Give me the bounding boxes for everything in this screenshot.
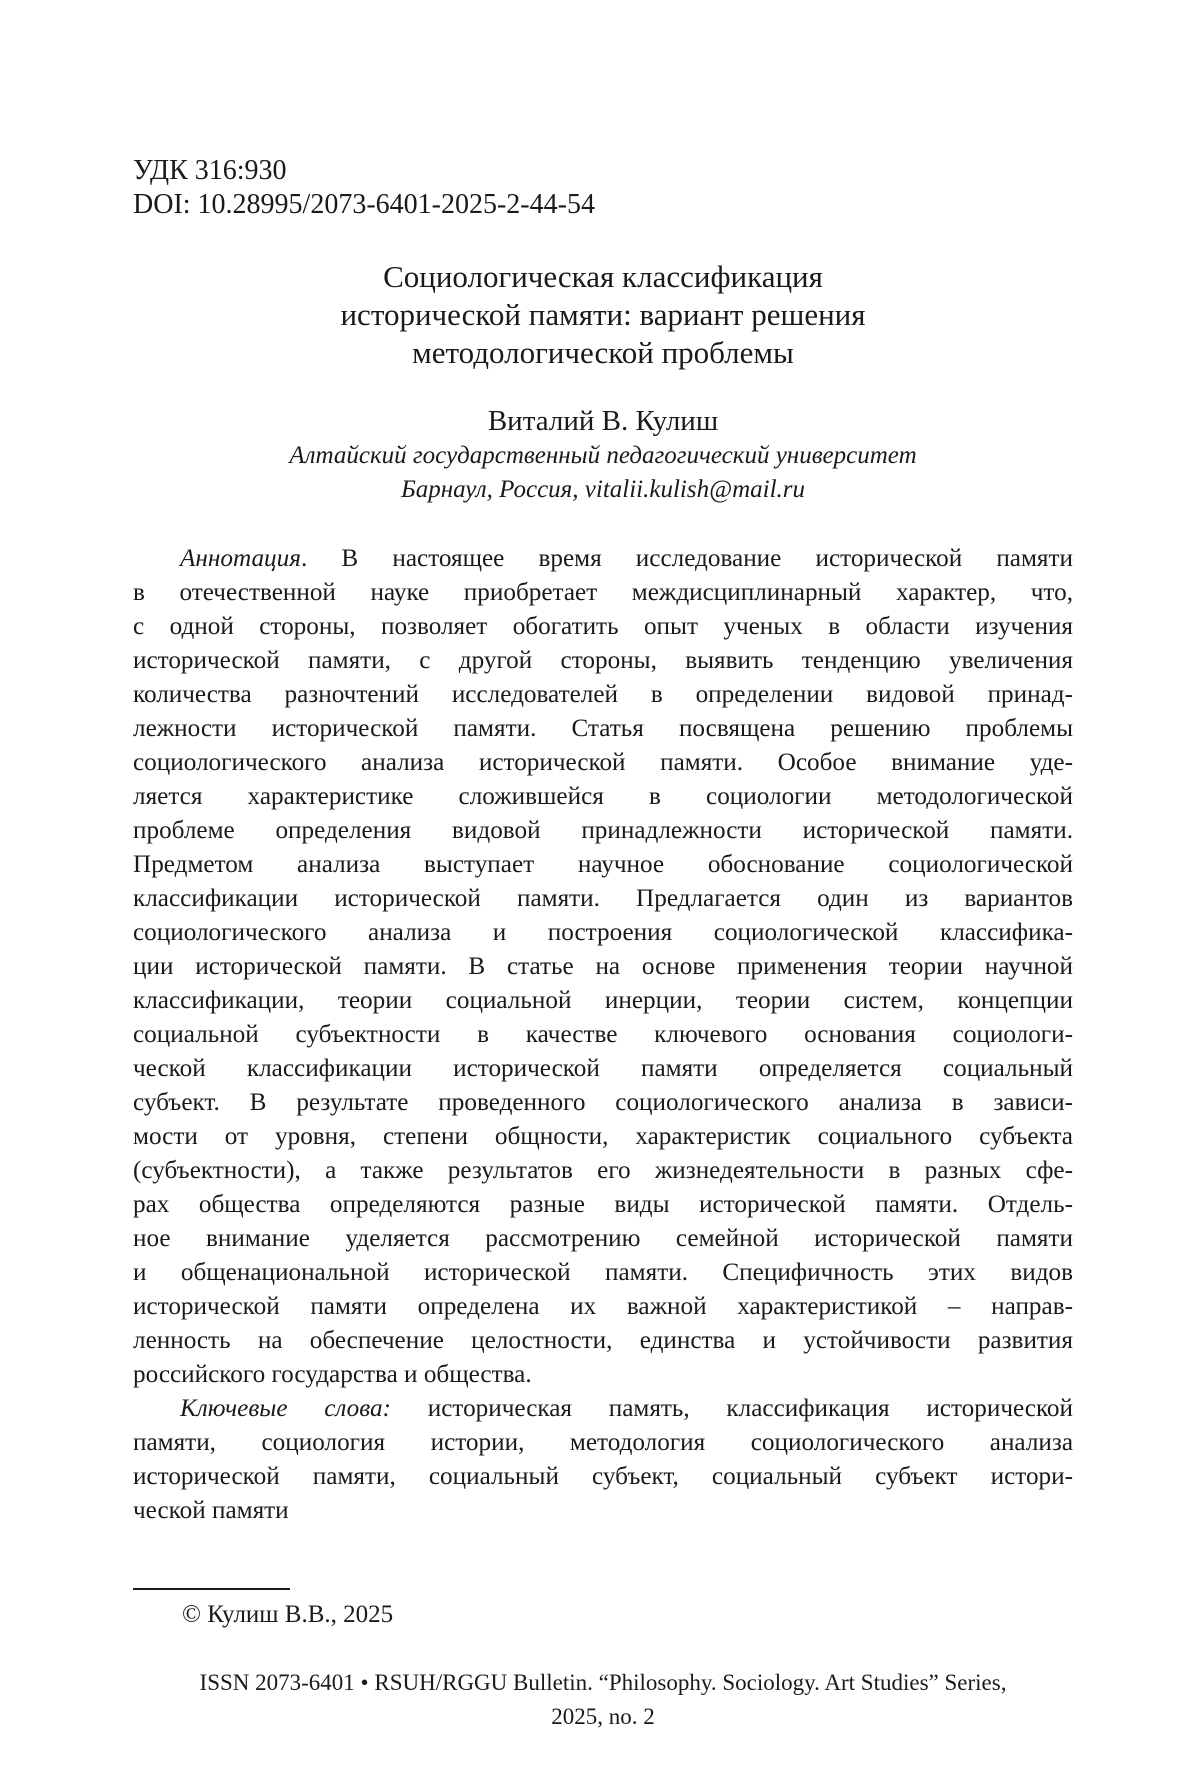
keywords-first-line xyxy=(133,1392,1073,1426)
text-line: исторической памяти определена их важной характеристикой – направ- xyxy=(133,1293,1073,1320)
article-metadata xyxy=(133,154,1073,222)
text-line: исторической памяти, с другой стороны, выявить тенденцию увеличения xyxy=(133,647,1073,674)
text-line: Предметом анализа выступает научное обоснование социологической xyxy=(133,851,1073,878)
footer-line: ISSN 2073-6401 • RSUH/RGGU Bulletin. “Philosophy. Sociology. Art Studies” Series, xyxy=(199,1670,1007,1695)
article-title xyxy=(133,258,1073,372)
text-line: классификации исторической памяти. Предлагается один из вариантов xyxy=(133,885,1073,912)
author-affiliation-block xyxy=(133,439,1073,507)
text-line: (субъектности), а также результатов его жизнедеятельности в разных сфе- xyxy=(133,1157,1073,1184)
location-email: Барнаул, Россия, vitalii.kulish@mail.ru xyxy=(400,476,806,503)
text-line: ческой классификации исторической памяти определяется социальный xyxy=(133,1055,1073,1082)
text-line: ленность на обеспечение целостности, единства и устойчивости развития xyxy=(133,1327,1073,1354)
abstract-label: Аннотация xyxy=(180,545,301,572)
title-line: методологической проблемы xyxy=(412,335,794,370)
text-line: проблеме определения видовой принадлежности исторической памяти. xyxy=(133,817,1073,844)
text-line: социальной субъектности в качестве ключевого основания социологи- xyxy=(133,1021,1073,1048)
keywords-lines xyxy=(133,1426,1073,1528)
abstract-text: . В настоящее время исследование исторической памяти xyxy=(300,545,1073,572)
text-line: в отечественной науке приобретает междисциплинарный характер, что, xyxy=(133,579,1073,606)
text-line: ляется характеристике сложившейся в социологии методологической xyxy=(133,783,1073,810)
text-line: количества разночтений исследователей в определении видовой принад- xyxy=(133,681,1073,708)
title-line: Социологическая классификация xyxy=(383,259,823,294)
author-name: Виталий В. Кулиш xyxy=(487,405,719,437)
text-line: социологического анализа и построения социологической классифика- xyxy=(133,919,1073,946)
text-line: с одной стороны, позволяет обогатить опыт ученых в области изучения xyxy=(133,613,1073,640)
text-line: памяти, социология истории, методология социологического анализа xyxy=(133,1429,1073,1456)
text-line: мости от уровня, степени общности, характеристик социального субъекта xyxy=(133,1123,1073,1150)
abstract-first-line xyxy=(133,542,1073,576)
text-line: рах общества определяются разные виды исторической памяти. Отдель- xyxy=(133,1191,1073,1218)
journal-footer xyxy=(133,1666,1073,1734)
text-line: российского государства и общества. xyxy=(133,1361,532,1388)
text-line: и общенациональной исторической памяти. Специфичность этих видов xyxy=(133,1259,1073,1286)
text-line: классификации, теории социальной инерции, теории систем, концепции xyxy=(133,987,1073,1014)
abstract-lines xyxy=(133,576,1073,1392)
title-line: исторической памяти: вариант решения xyxy=(340,297,866,332)
footer-line: 2025, no. 2 xyxy=(551,1704,655,1729)
udk-code: УДК 316:930 xyxy=(133,155,287,186)
text-line: ческой памяти xyxy=(133,1497,289,1524)
text-line: субъект. В результате проведенного социологического анализа в зависи- xyxy=(133,1089,1073,1116)
text-line: ное внимание уделяется рассмотрению семейной исторической памяти xyxy=(133,1225,1073,1252)
text-line: лежности исторической памяти. Статья посвящена решению проблемы xyxy=(133,715,1073,742)
text-line: социологического анализа исторической памяти. Особое внимание уде- xyxy=(133,749,1073,776)
affiliation: Алтайский государственный педагогический университет xyxy=(289,442,917,469)
keywords-text: историческая память, классификация исторической xyxy=(391,1395,1074,1422)
keywords-label: Ключевые слова: xyxy=(180,1395,392,1422)
abstract-section xyxy=(133,542,1073,1528)
text-line: ции исторической памяти. В статье на основе применения теории научной xyxy=(133,953,1073,980)
copyright-notice: © Кулиш В.В., 2025 xyxy=(182,1601,394,1628)
footnote-divider xyxy=(133,1588,290,1590)
text-line: исторической памяти, социальный субъект, социальный субъект истори- xyxy=(133,1463,1073,1490)
doi-line: DOI: 10.28995/2073-6401-2025-2-44-54 xyxy=(133,189,595,220)
